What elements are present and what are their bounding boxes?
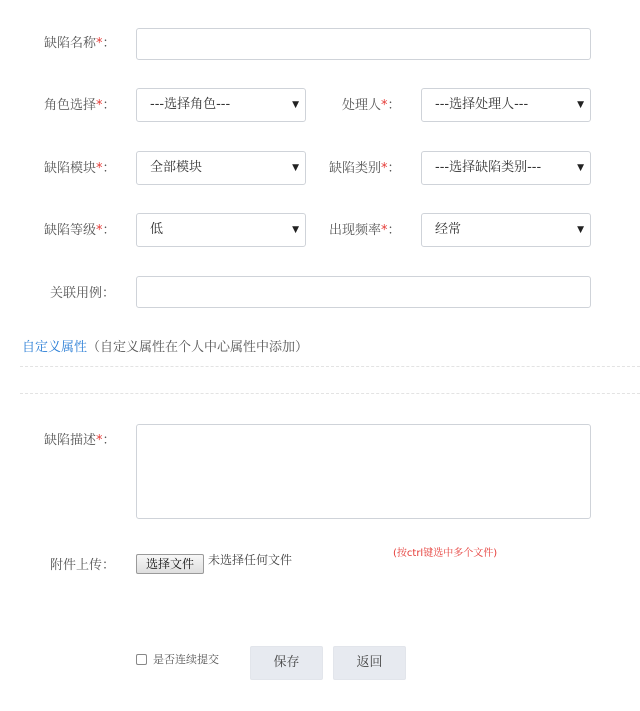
- required-mark: *: [96, 98, 103, 113]
- divider: [20, 393, 640, 394]
- custom-attribute-note: （自定义属性在个人中心属性中添加）: [87, 340, 309, 355]
- divider: [20, 366, 640, 367]
- custom-attribute-link[interactable]: 自定义属性: [22, 340, 88, 355]
- required-mark: *: [381, 223, 388, 238]
- colon: ：: [102, 433, 116, 448]
- handler-select[interactable]: [421, 88, 591, 122]
- module-select-value: 全部模块: [150, 160, 203, 175]
- save-button[interactable]: 保存: [250, 646, 323, 680]
- custom-attribute-section: [22, 338, 308, 358]
- defect-name-label: [44, 34, 116, 54]
- required-mark: *: [96, 161, 103, 176]
- category-select-value: ---选择缺陷类别---: [435, 160, 542, 175]
- colon: ：: [102, 161, 116, 176]
- defect-name-label-text: 缺陷名称: [44, 36, 97, 51]
- related-case-label: 关联用例：: [50, 286, 116, 301]
- colon: ：: [102, 98, 116, 113]
- choose-file-button[interactable]: 选择文件: [136, 554, 204, 574]
- module-label: [44, 159, 116, 179]
- level-label-text: 缺陷等级: [44, 223, 97, 238]
- attachment-label: 附件上传：: [50, 558, 116, 573]
- caret-down-icon: ▼: [577, 100, 584, 110]
- handler-label: [342, 96, 401, 116]
- caret-down-icon: ▼: [577, 163, 584, 173]
- required-mark: *: [381, 98, 388, 113]
- handler-select-value: ---选择处理人---: [435, 97, 529, 112]
- file-status-text: 未选择任何文件: [208, 553, 293, 567]
- related-case-input[interactable]: [136, 276, 591, 308]
- role-label: [44, 96, 116, 116]
- required-mark: *: [381, 161, 388, 176]
- caret-down-icon: ▼: [292, 100, 299, 110]
- required-mark: *: [96, 36, 103, 51]
- required-mark: *: [96, 223, 103, 238]
- colon: ：: [387, 98, 401, 113]
- frequency-select-value: 经常: [435, 222, 462, 237]
- colon: ：: [102, 223, 116, 238]
- caret-down-icon: ▼: [292, 225, 299, 235]
- caret-down-icon: ▼: [577, 225, 584, 235]
- caret-down-icon: ▼: [292, 163, 299, 173]
- colon: ：: [387, 161, 401, 176]
- category-label: [329, 159, 401, 179]
- module-select[interactable]: [136, 151, 306, 185]
- description-label: [44, 431, 116, 451]
- frequency-select[interactable]: [421, 213, 591, 247]
- frequency-label: [329, 221, 401, 241]
- role-label-text: 角色选择: [44, 98, 97, 113]
- colon: ：: [387, 223, 401, 238]
- colon: ：: [102, 36, 116, 51]
- category-select[interactable]: [421, 151, 591, 185]
- level-select-value: 低: [150, 222, 164, 237]
- module-label-text: 缺陷模块: [44, 161, 97, 176]
- description-label-text: 缺陷描述: [44, 433, 97, 448]
- frequency-label-text: 出现频率: [329, 223, 382, 238]
- continuous-submit-checkbox[interactable]: [136, 654, 147, 665]
- level-select[interactable]: [136, 213, 306, 247]
- level-label: [44, 221, 116, 241]
- description-textarea[interactable]: [136, 424, 591, 519]
- role-select-value: ---选择角色---: [150, 97, 231, 112]
- back-button[interactable]: 返回: [333, 646, 406, 680]
- multi-file-hint: (按ctrl键选中多个文件): [393, 548, 498, 559]
- category-label-text: 缺陷类别: [329, 161, 382, 176]
- handler-label-text: 处理人: [342, 98, 382, 113]
- continuous-submit-label: 是否连续提交: [153, 653, 219, 666]
- required-mark: *: [96, 433, 103, 448]
- defect-name-input[interactable]: [136, 28, 591, 60]
- role-select[interactable]: [136, 88, 306, 122]
